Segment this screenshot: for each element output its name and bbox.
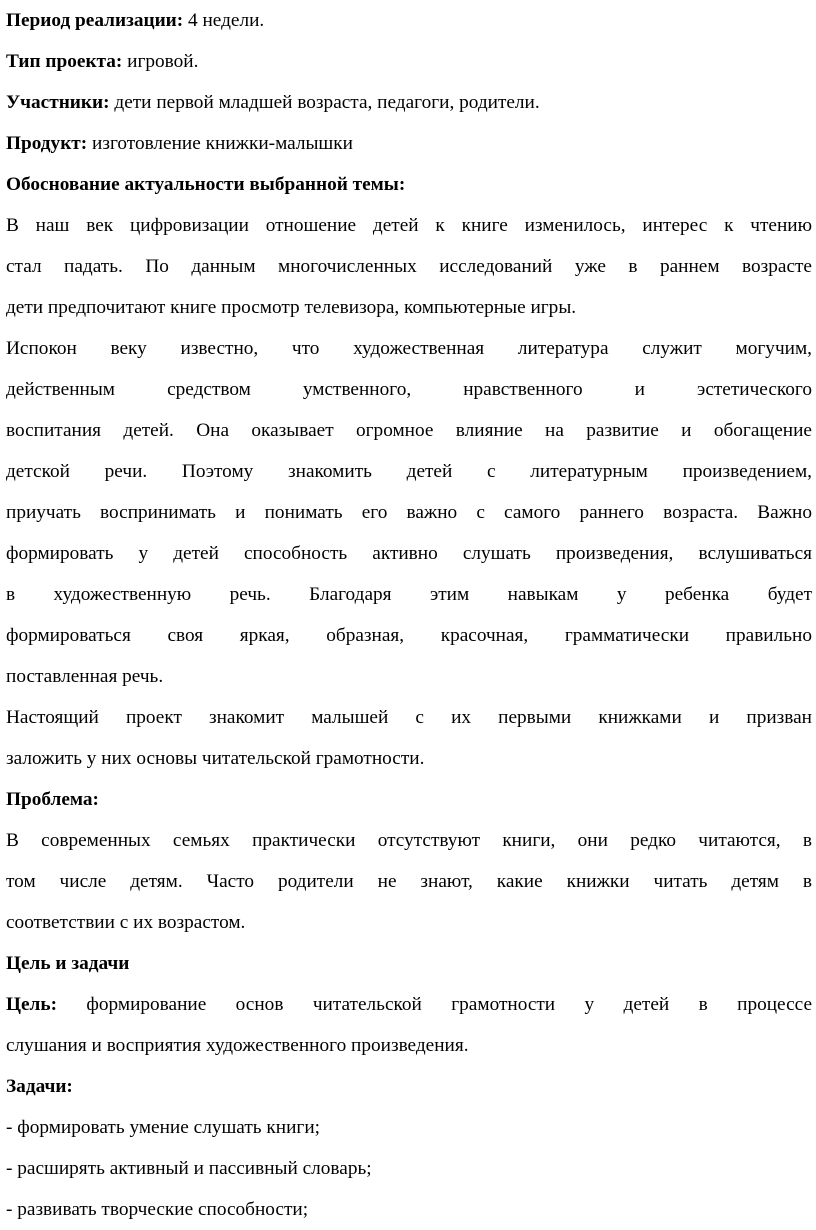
goals-heading: Цель и задачи bbox=[6, 953, 130, 974]
product-label: Продукт: bbox=[6, 133, 88, 154]
task-item: - расширять активный и пассивный словарь; bbox=[6, 1158, 372, 1179]
period-value: 4 недели. bbox=[183, 10, 265, 31]
relevance-p2-line: действенным средством умственного, нравственного и эстетического bbox=[6, 379, 812, 400]
relevance-p2-line: формироваться своя яркая, образная, красочная, грамматически правильно bbox=[6, 625, 812, 646]
participants-line bbox=[6, 82, 812, 123]
type-label: Тип проекта: bbox=[6, 51, 123, 72]
period-label: Период реализации: bbox=[6, 10, 184, 31]
problem-line: том числе детям. Часто родители не знают, какие книжки читать детям в bbox=[6, 871, 812, 892]
relevance-p3-line: заложить у них основы читательской грамотности. bbox=[6, 748, 425, 769]
task-item: - формировать умение слушать книги; bbox=[6, 1117, 320, 1138]
period-line bbox=[6, 0, 812, 41]
relevance-p2-line: Испокон веку известно, что художественная литература служит могучим, bbox=[6, 338, 812, 359]
product-value: изготовление книжки-малышки bbox=[87, 133, 353, 154]
relevance-p2-line: поставленная речь. bbox=[6, 666, 164, 687]
product-line bbox=[6, 123, 812, 164]
problem-line: соответствии с их возрастом. bbox=[6, 912, 246, 933]
relevance-p1-line: стал падать. По данным многочисленных исследований уже в раннем возрасте bbox=[6, 256, 812, 277]
type-value: игровой. bbox=[122, 51, 199, 72]
relevance-p2-line: детской речи. Поэтому знакомить детей с литературным произведением, bbox=[6, 461, 812, 482]
relevance-p1-line: дети предпочитают книге просмотр телевизора, компьютерные игры. bbox=[6, 297, 577, 318]
participants-value: дети первой младшей возраста, педагоги, родители. bbox=[109, 92, 540, 113]
type-line bbox=[6, 41, 812, 82]
relevance-p2-line: формировать у детей способность активно слушать произведения, вслушиваться bbox=[6, 543, 812, 564]
problem-heading: Проблема: bbox=[6, 789, 99, 810]
document-page bbox=[6, 0, 812, 1230]
goal-line: слушания и восприятия художественного произведения. bbox=[6, 1035, 469, 1056]
tasks-heading: Задачи: bbox=[6, 1076, 73, 1097]
relevance-p2-line: в художественную речь. Благодаря этим навыкам у ребенка будет bbox=[6, 584, 812, 605]
relevance-p1-line: В наш век цифровизации отношение детей к книге изменилось, интерес к чтению bbox=[6, 215, 812, 236]
participants-label: Участники: bbox=[6, 92, 110, 113]
problem-line: В современных семьях практически отсутствуют книги, они редко читаются, в bbox=[6, 830, 812, 851]
goal-label: Цель: bbox=[6, 994, 57, 1015]
relevance-heading: Обоснование актуальности выбранной темы: bbox=[6, 174, 406, 195]
relevance-p2-line: приучать воспринимать и понимать его важно с самого раннего возраста. Важно bbox=[6, 502, 812, 523]
relevance-p3-line: Настоящий проект знакомит малышей с их первыми книжками и призван bbox=[6, 707, 812, 728]
goal-line bbox=[6, 984, 812, 1025]
relevance-p2-line: воспитания детей. Она оказывает огромное влияние на развитие и обогащение bbox=[6, 420, 812, 441]
goal-text: формирование основ читательской грамотности у детей в процессе bbox=[57, 994, 812, 1015]
task-item: - развивать творческие способности; bbox=[6, 1199, 309, 1220]
